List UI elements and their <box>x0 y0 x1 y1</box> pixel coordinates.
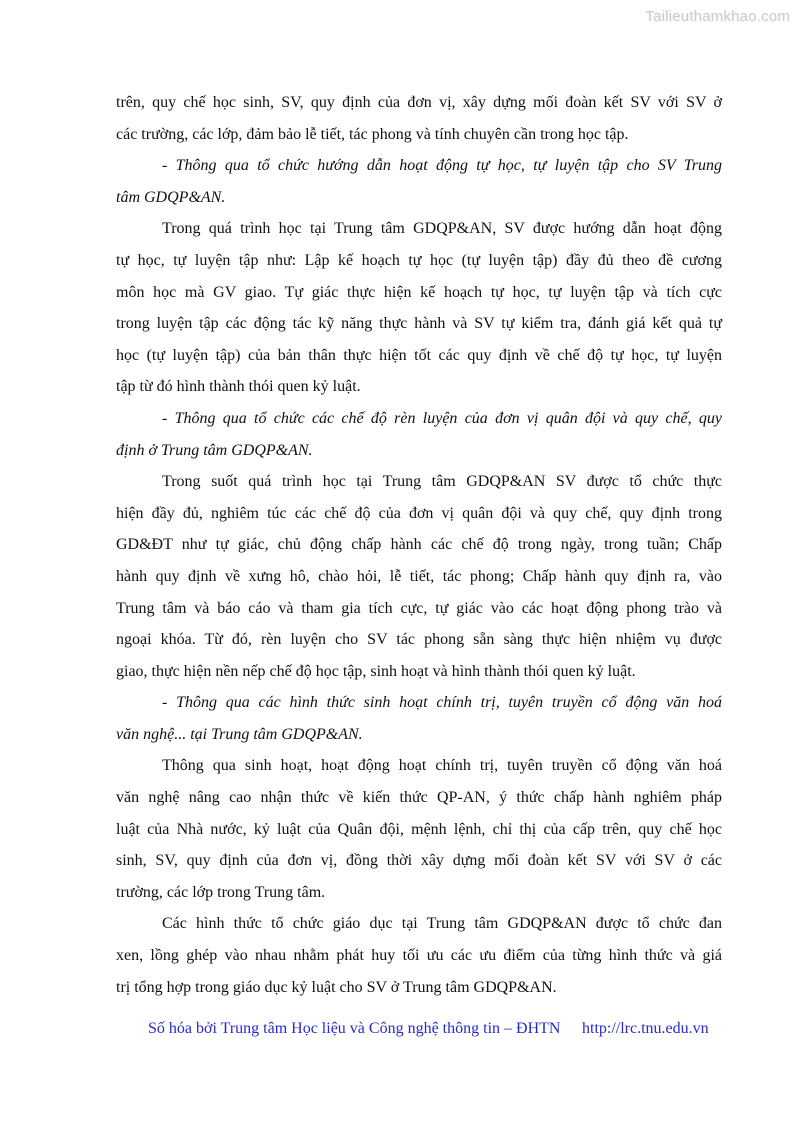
text-line: tập từ đó hình thành thói quen kỷ luật. <box>116 378 361 396</box>
text-line: các trường, các lớp, đảm bảo lễ tiết, tác phong và tính chuyên cần trong học tập. <box>116 125 629 143</box>
text-line: văn nghệ... tại Trung tâm GDQP&AN. <box>116 725 363 743</box>
text-line: định ở Trung tâm GDQP&AN. <box>116 441 313 459</box>
text-line: học (tự luyện tập) của bản thân thực hiện tốt các quy định về chế độ tự học, tự luyện <box>116 346 722 364</box>
text-line: môn học mà GV giao. Tự giác thực hiện kế hoạch tự học, tự luyện tập và tích cực <box>116 283 722 301</box>
text-line: - Thông qua tổ chức các chế độ rèn luyện của đơn vị quân đội và quy chế, quy <box>162 409 722 427</box>
text-line: Trung tâm và báo cáo và tham gia tích cực, tự giác vào các hoạt động phong trào và <box>116 599 722 617</box>
paragraph <box>116 150 722 213</box>
watermark: Tailieuthamkhao.com <box>645 8 790 25</box>
digitization-note: Số hóa bởi Trung tâm Học liệu và Công nghệ thông tin – ĐHTN <box>148 1020 561 1037</box>
text-line: trong luyện tập các động tác kỹ năng thực hành và SV tự kiểm tra, đánh giá kết quả tự <box>116 315 722 333</box>
text-line: Trong suốt quá trình học tại Trung tâm GDQP&AN SV được tổ chức thực <box>162 473 722 491</box>
text-line: Các hình thức tổ chức giáo dục tại Trung tâm GDQP&AN được tổ chức đan <box>162 915 722 933</box>
text-line: GD&ĐT như tự giác, chủ động chấp hành các chế độ trong ngày, trong tuần; Chấp <box>116 536 722 554</box>
text-line: tâm GDQP&AN. <box>116 188 226 206</box>
text-line: - Thông qua tổ chức hướng dẫn hoạt động tự học, tự luyện tập cho SV Trung <box>162 157 722 175</box>
text-line: giao, thực hiện nền nếp chế độ học tập, sinh hoạt và hình thành thói quen kỷ luật. <box>116 662 636 680</box>
footer-link[interactable]: http://lrc.tnu.edu.vn <box>582 1020 709 1037</box>
paragraph <box>116 87 722 150</box>
text-line: sinh, SV, quy định của đơn vị, đồng thời xây dựng mối đoàn kết SV với SV ở các <box>116 852 722 870</box>
text-line: văn nghệ nâng cao nhận thức về kiến thức QP-AN, ý thức chấp hành nghiêm pháp <box>116 789 722 807</box>
text-line: xen, lồng ghép vào nhau nhằm phát huy tối ưu các ưu điểm của từng hình thức và giá <box>116 947 722 965</box>
text-line: hiện đầy đủ, nghiêm túc các chế độ của đơn vị quân đội và quy chế, quy định trong <box>116 504 722 522</box>
paragraph <box>116 908 722 1003</box>
paragraph <box>116 687 722 750</box>
text-line: - Thông qua các hình thức sinh hoạt chính trị, tuyên truyền cổ động văn hoá <box>162 694 722 712</box>
document-body <box>116 87 722 1003</box>
text-line: ngoại khóa. Từ đó, rèn luyện cho SV tác phong sẵn sàng thực hiện nhiệm vụ được <box>116 631 722 649</box>
text-line: luật của Nhà nước, kỷ luật của Quân đội, mệnh lệnh, chỉ thị của cấp trên, quy chế học <box>116 820 722 838</box>
paragraph <box>116 213 722 403</box>
text-line: Trong quá trình học tại Trung tâm GDQP&AN, SV được hướng dẫn hoạt động <box>162 220 722 238</box>
text-line: hành quy định về xưng hô, chào hỏi, lễ tiết, tác phong; Chấp hành quy định ra, vào <box>116 567 722 585</box>
paragraph <box>116 403 722 466</box>
text-line: trên, quy chế học sinh, SV, quy định của đơn vị, xây dựng mối đoàn kết SV với SV ở <box>116 94 722 111</box>
text-line: tự học, tự luyện tập như: Lập kế hoạch tự học (tự luyện tập) đầy đủ theo đề cương <box>116 251 722 269</box>
text-line: trị tổng hợp trong giáo dục kỷ luật cho SV ở Trung tâm GDQP&AN. <box>116 978 557 996</box>
paragraph <box>116 466 722 687</box>
page-footer <box>0 1016 794 1046</box>
text-line: trường, các lớp trong Trung tâm. <box>116 883 326 901</box>
text-line: Thông qua sinh hoạt, hoạt động hoạt chính trị, tuyên truyền cổ động văn hoá <box>162 757 722 775</box>
paragraph <box>116 750 722 908</box>
